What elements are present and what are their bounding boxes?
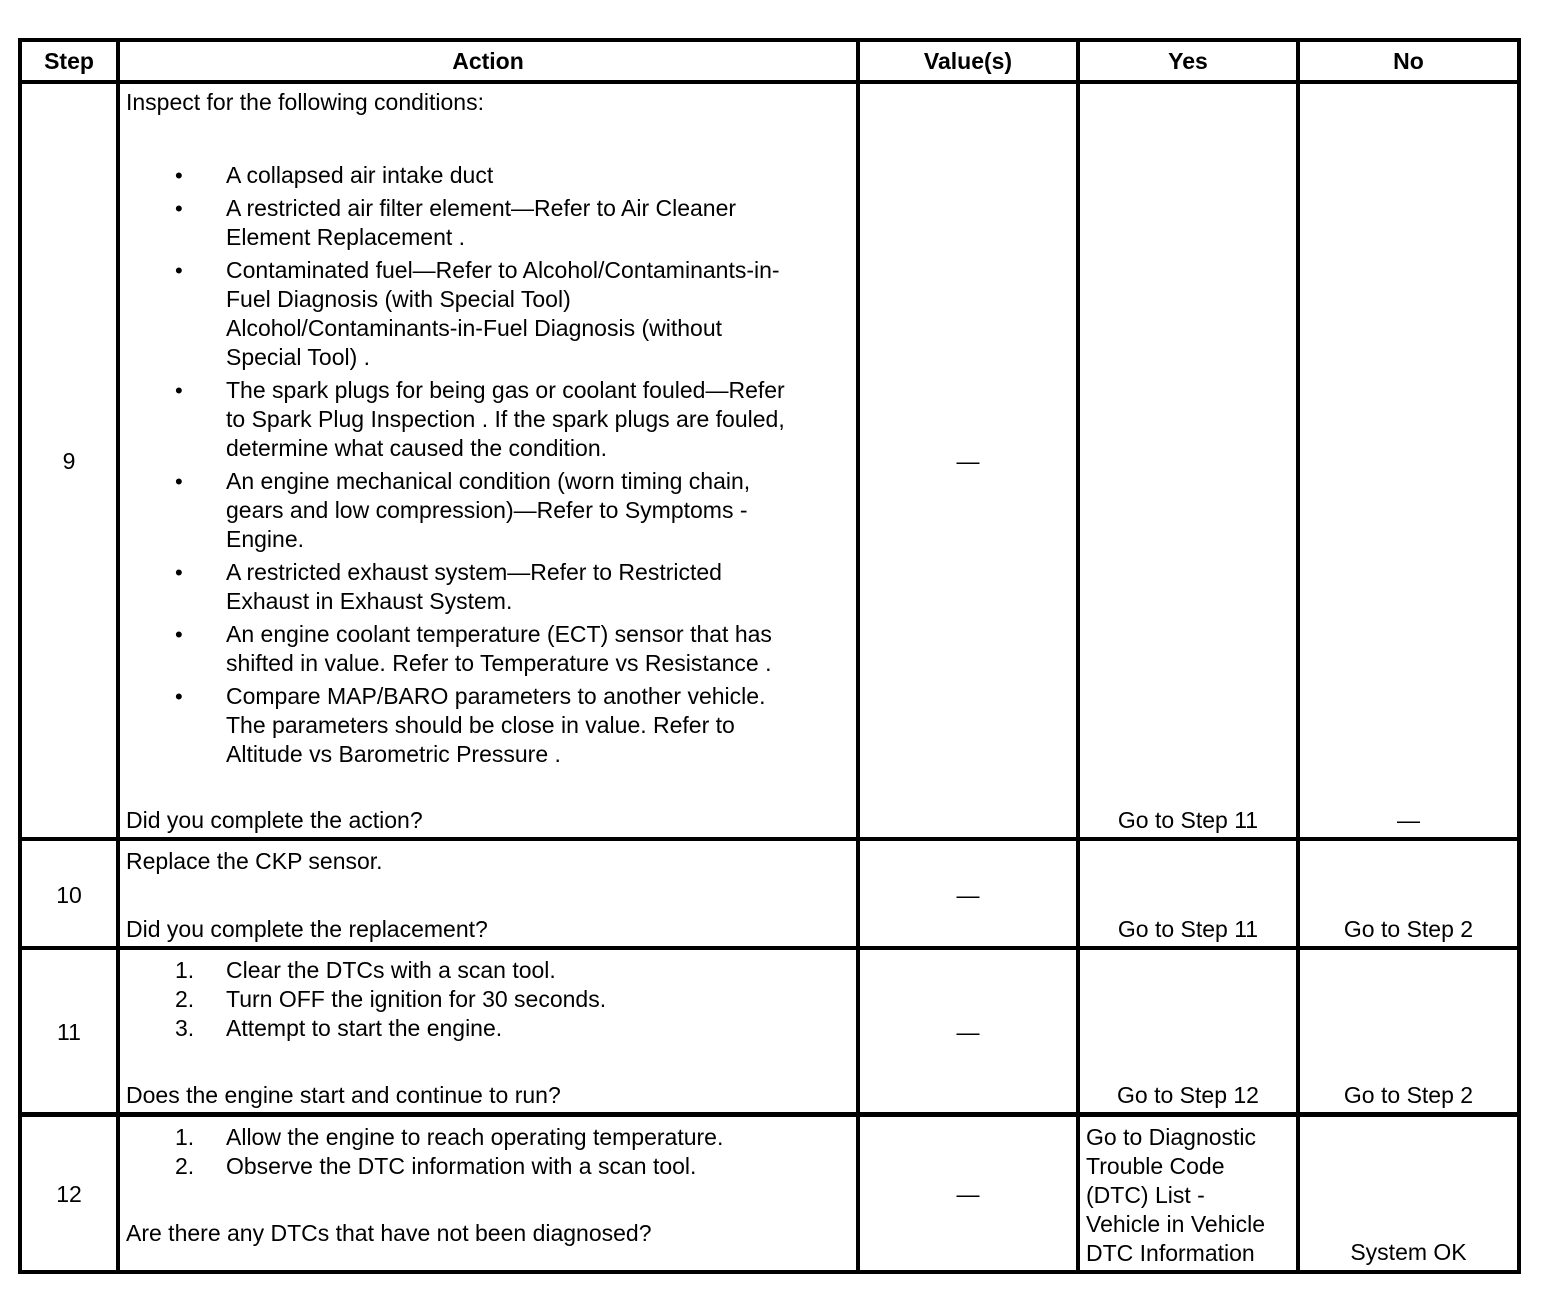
- action-question: Does the engine start and continue to run?: [126, 1082, 561, 1108]
- header-step: Step: [44, 48, 94, 74]
- bullet-icon: •: [175, 258, 183, 283]
- list-number: 2.: [175, 1153, 195, 1179]
- header-action: Action: [452, 48, 524, 74]
- yes-cell: Go to Step 11: [1117, 807, 1259, 833]
- bullet-icon: •: [175, 196, 183, 221]
- bullet-icon: •: [175, 163, 183, 188]
- list-item: shifted in value. Refer to Temperature vs Resistance .: [226, 650, 772, 676]
- list-item: Observe the DTC information with a scan tool.: [226, 1153, 697, 1179]
- action-question: Are there any DTCs that have not been diagnosed?: [126, 1220, 652, 1246]
- bullet-icon: •: [175, 684, 183, 709]
- value-cell: —: [956, 882, 980, 908]
- bullet-icon: •: [175, 560, 183, 585]
- step-number: 9: [62, 448, 76, 474]
- list-item: Turn OFF the ignition for 30 seconds.: [226, 986, 607, 1012]
- yes-line: Vehicle in Vehicle: [1086, 1211, 1266, 1237]
- no-cell: System OK: [1350, 1239, 1467, 1265]
- yes-line: Trouble Code: [1086, 1153, 1225, 1179]
- list-item: Compare MAP/BARO parameters to another vehicle.: [226, 683, 766, 709]
- list-item: An engine coolant temperature (ECT) sensor that has: [226, 621, 772, 647]
- action-intro: Inspect for the following conditions:: [126, 89, 484, 115]
- list-item: Clear the DTCs with a scan tool.: [226, 957, 556, 983]
- header-values: Value(s): [923, 48, 1013, 74]
- no-cell: Go to Step 2: [1343, 916, 1474, 942]
- list-item: Alcohol/Contaminants-in-Fuel Diagnosis (without: [226, 315, 723, 341]
- bullet-icon: •: [175, 469, 183, 494]
- list-number: 1.: [175, 1124, 195, 1150]
- value-cell: —: [956, 1019, 980, 1045]
- yes-line: DTC Information: [1086, 1240, 1255, 1266]
- yes-line: (DTC) List -: [1086, 1182, 1205, 1208]
- list-item: Engine.: [226, 526, 305, 552]
- column-divider: [856, 38, 860, 1274]
- list-item: The spark plugs for being gas or coolant fouled—Refer: [226, 377, 785, 403]
- no-cell: —: [1397, 807, 1420, 833]
- column-divider: [116, 38, 120, 1274]
- action-intro: Replace the CKP sensor.: [126, 848, 383, 874]
- list-item: Altitude vs Barometric Pressure .: [226, 741, 561, 767]
- list-item: Fuel Diagnosis (with Special Tool): [226, 286, 571, 312]
- value-cell: —: [956, 1181, 980, 1207]
- header-no: No: [1393, 48, 1424, 74]
- no-cell: Go to Step 2: [1343, 1082, 1474, 1108]
- list-item: The parameters should be close in value. Refer to: [226, 712, 735, 738]
- step-number: 12: [56, 1181, 82, 1207]
- bullet-icon: •: [175, 378, 183, 403]
- list-number: 2.: [175, 986, 195, 1012]
- action-question: Did you complete the action?: [126, 807, 423, 833]
- value-cell: —: [956, 448, 980, 474]
- list-item: gears and low compression)—Refer to Symptoms -: [226, 497, 748, 523]
- step-number: 10: [56, 882, 82, 908]
- list-item: A collapsed air intake duct: [226, 162, 494, 188]
- list-item: Special Tool) .: [226, 344, 371, 370]
- bullet-icon: •: [175, 622, 183, 647]
- list-item: Exhaust in Exhaust System.: [226, 588, 513, 614]
- list-item: determine what caused the condition.: [226, 435, 608, 461]
- yes-line: Go to Diagnostic: [1086, 1124, 1257, 1150]
- list-item: A restricted air filter element—Refer to Air Cleaner: [226, 195, 737, 221]
- list-item: An engine mechanical condition (worn timing chain,: [226, 468, 751, 494]
- yes-cell: Go to Step 11: [1117, 916, 1259, 942]
- list-item: Allow the engine to reach operating temperature.: [226, 1124, 724, 1150]
- list-item: Attempt to start the engine.: [226, 1015, 503, 1041]
- list-item: A restricted exhaust system—Refer to Restricted: [226, 559, 722, 585]
- header-yes: Yes: [1168, 48, 1208, 74]
- table-border-left: [18, 38, 22, 1274]
- step-number: 11: [57, 1019, 81, 1045]
- list-number: 1.: [175, 957, 195, 983]
- list-item: to Spark Plug Inspection . If the spark plugs are fouled,: [226, 406, 785, 432]
- yes-cell: Go to Step 12: [1117, 1082, 1259, 1108]
- list-item: Element Replacement .: [226, 224, 466, 250]
- list-number: 3.: [175, 1015, 195, 1041]
- list-item: Contaminated fuel—Refer to Alcohol/Contaminants-in-: [226, 257, 780, 283]
- action-question: Did you complete the replacement?: [126, 916, 488, 942]
